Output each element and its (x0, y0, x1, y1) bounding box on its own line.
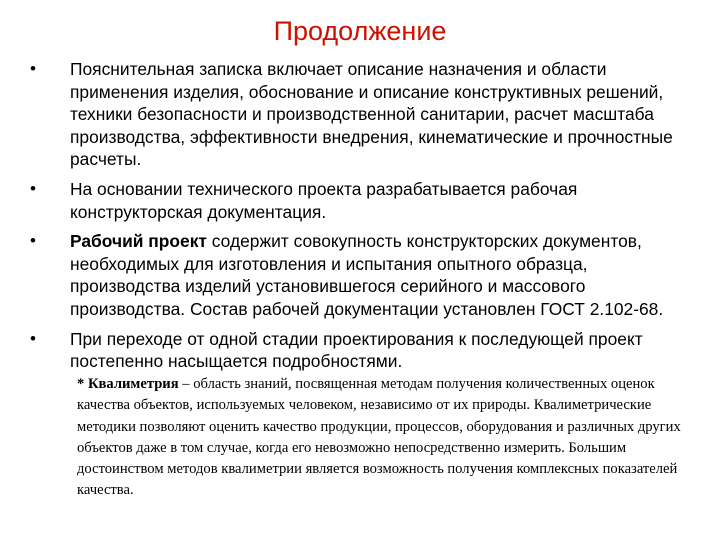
bullet-dot: • (30, 328, 36, 348)
footnote-term: * Квалиметрия (77, 376, 179, 392)
slide-title: Продолжение (273, 16, 447, 46)
bullet-dot: • (30, 231, 36, 251)
bullet-text: Пояснительная записка включает описание назначения и области применения изделия, обоснование и описание конструктивных решений, техники безопасности и производственной санитарии, расчет масштаба производства, эффективности внедрения, кинематические и прочностные расчеты. (70, 59, 673, 170)
bullet-item (30, 58, 692, 171)
bullet-dot: • (30, 59, 36, 78)
bullet-dot: • (30, 178, 36, 198)
bullet-text: содержит совокупность конструкторских документов, необходимых для изготовления и испытания опытного образца, производства изделий установившегося серийного и массового производства. Состав рабочей документации установлен ГОСТ 2.102-68. (70, 231, 664, 319)
bullet-item (30, 230, 692, 320)
bullet-bold-term: Рабочий проект (70, 231, 207, 252)
bullet-text: При переходе от одной стадии проектирования к последующей проект постепенно насыщается подробностями. (70, 328, 643, 372)
bullet-text: На основании технического проекта разрабатывается рабочая конструкторская документация. (70, 178, 578, 222)
footnote-text: – область знаний, посвященная методам получения количественных оценок качества объектов, используемых человеком, независимо от их природы. Квалиметрические методики позволяют оценить качество продукции, процессов, оборудования и различных других объектов даже в том случае, когда его невозможно непосредственно измерить. Большим достоинством методов квалиметрии является возможность получения комплексных показателей качества. (77, 376, 681, 499)
bullet-item (30, 178, 692, 223)
bullet-item (30, 328, 692, 373)
footnote (77, 374, 687, 502)
bullet-list (30, 58, 692, 380)
